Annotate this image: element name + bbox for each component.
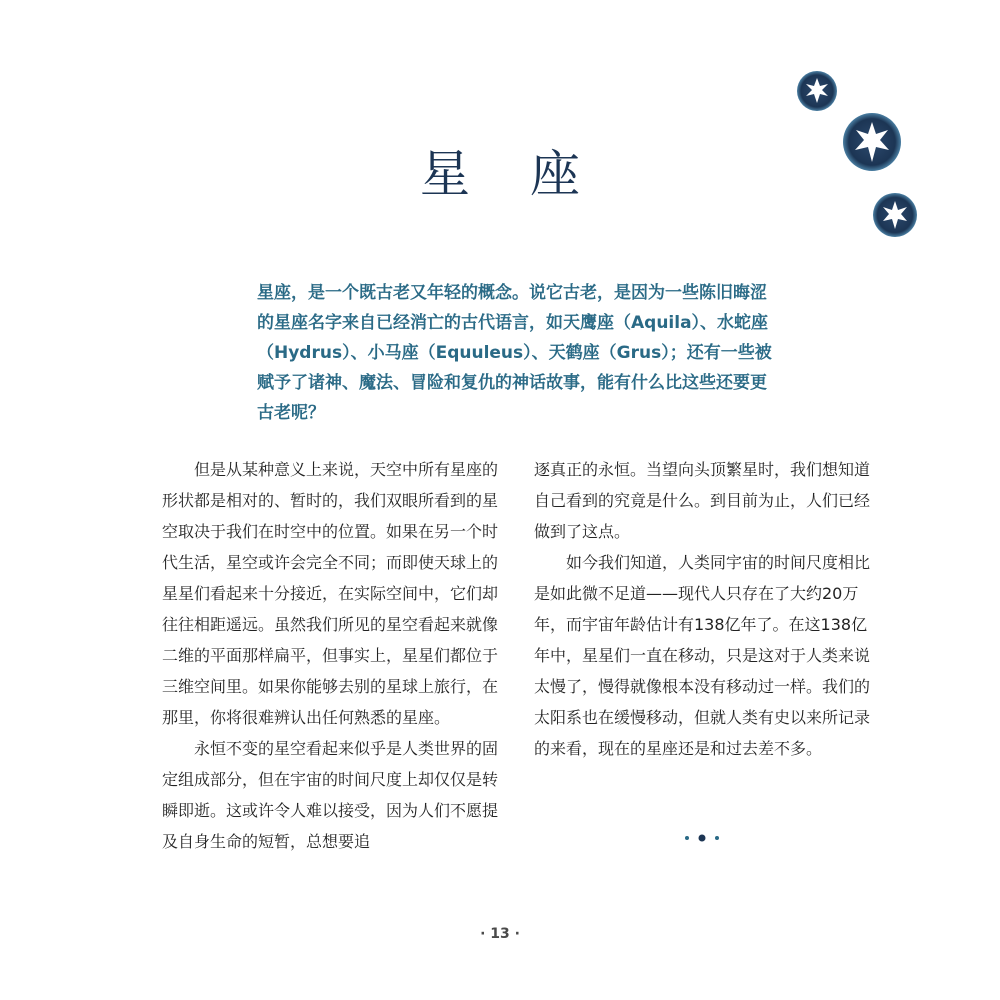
page-number: · 13 · [480, 926, 520, 942]
body-paragraph: 如今我们知道，人类同宇宙的时间尺度相比是如此微不足道——现代人只存在了大约20万年，而宇宙年龄估计有138亿年了。在这138亿年中，星星们一直在移动，只是这对于人类来说太慢了，慢得就像根本没有移动过一样。我们的太阳系也在缓慢移动，但就人类有史以来所记录的来看，现在的星座还是和过去差不多。 [534, 553, 871, 758]
star-badge-icon [843, 113, 901, 171]
separator-dots-icon [682, 830, 722, 846]
intro-paragraph: 星座，是一个既古老又年轻的概念。说它古老，是因为一些陈旧晦涩的星座名字来自已经消亡的古代语言，如天鹰座（Aquila）、水蛇座（Hydrus）、小马座（Equuleus）、天鹤座（Grus）；还有一些被赋予了诸神、魔法、冒险和复仇的神话故事，能有什么比这些还要更古老呢？ [257, 283, 772, 423]
left-column [162, 454, 498, 857]
body-text [162, 454, 870, 857]
body-paragraph: 永恒不变的星空看起来似乎是人类世界的固定组成部分，但在宇宙的时间尺度上却仅仅是转瞬即逝。这或许令人难以接受，因为人们不愿提及自身生命的短暂，总想要追 [162, 739, 499, 851]
star-badge-icon [873, 193, 917, 237]
page-title: 星 座 [420, 145, 602, 203]
right-column [534, 454, 870, 857]
star-badge-icon [797, 71, 837, 111]
star-decoration [790, 62, 950, 252]
body-paragraph: 逐真正的永恒。当望向头顶繁星时，我们想知道自己看到的究竟是什么。到目前为止，人们已经做到了这点。 [534, 460, 871, 541]
body-paragraph: 但是从某种意义上来说，天空中所有星座的形状都是相对的、暂时的，我们双眼所看到的星空取决于我们在时空中的位置。如果在另一个时代生活，星空或许会完全不同；而即使天球上的星星们看起来十分接近，在实际空间中，它们却往往相距遥远。虽然我们所见的星空看起来就像二维的平面那样扁平，但事实上，星星们都位于三维空间里。如果你能够去别的星球上旅行，在那里，你将很难辨认出任何熟悉的星座。 [162, 460, 499, 727]
